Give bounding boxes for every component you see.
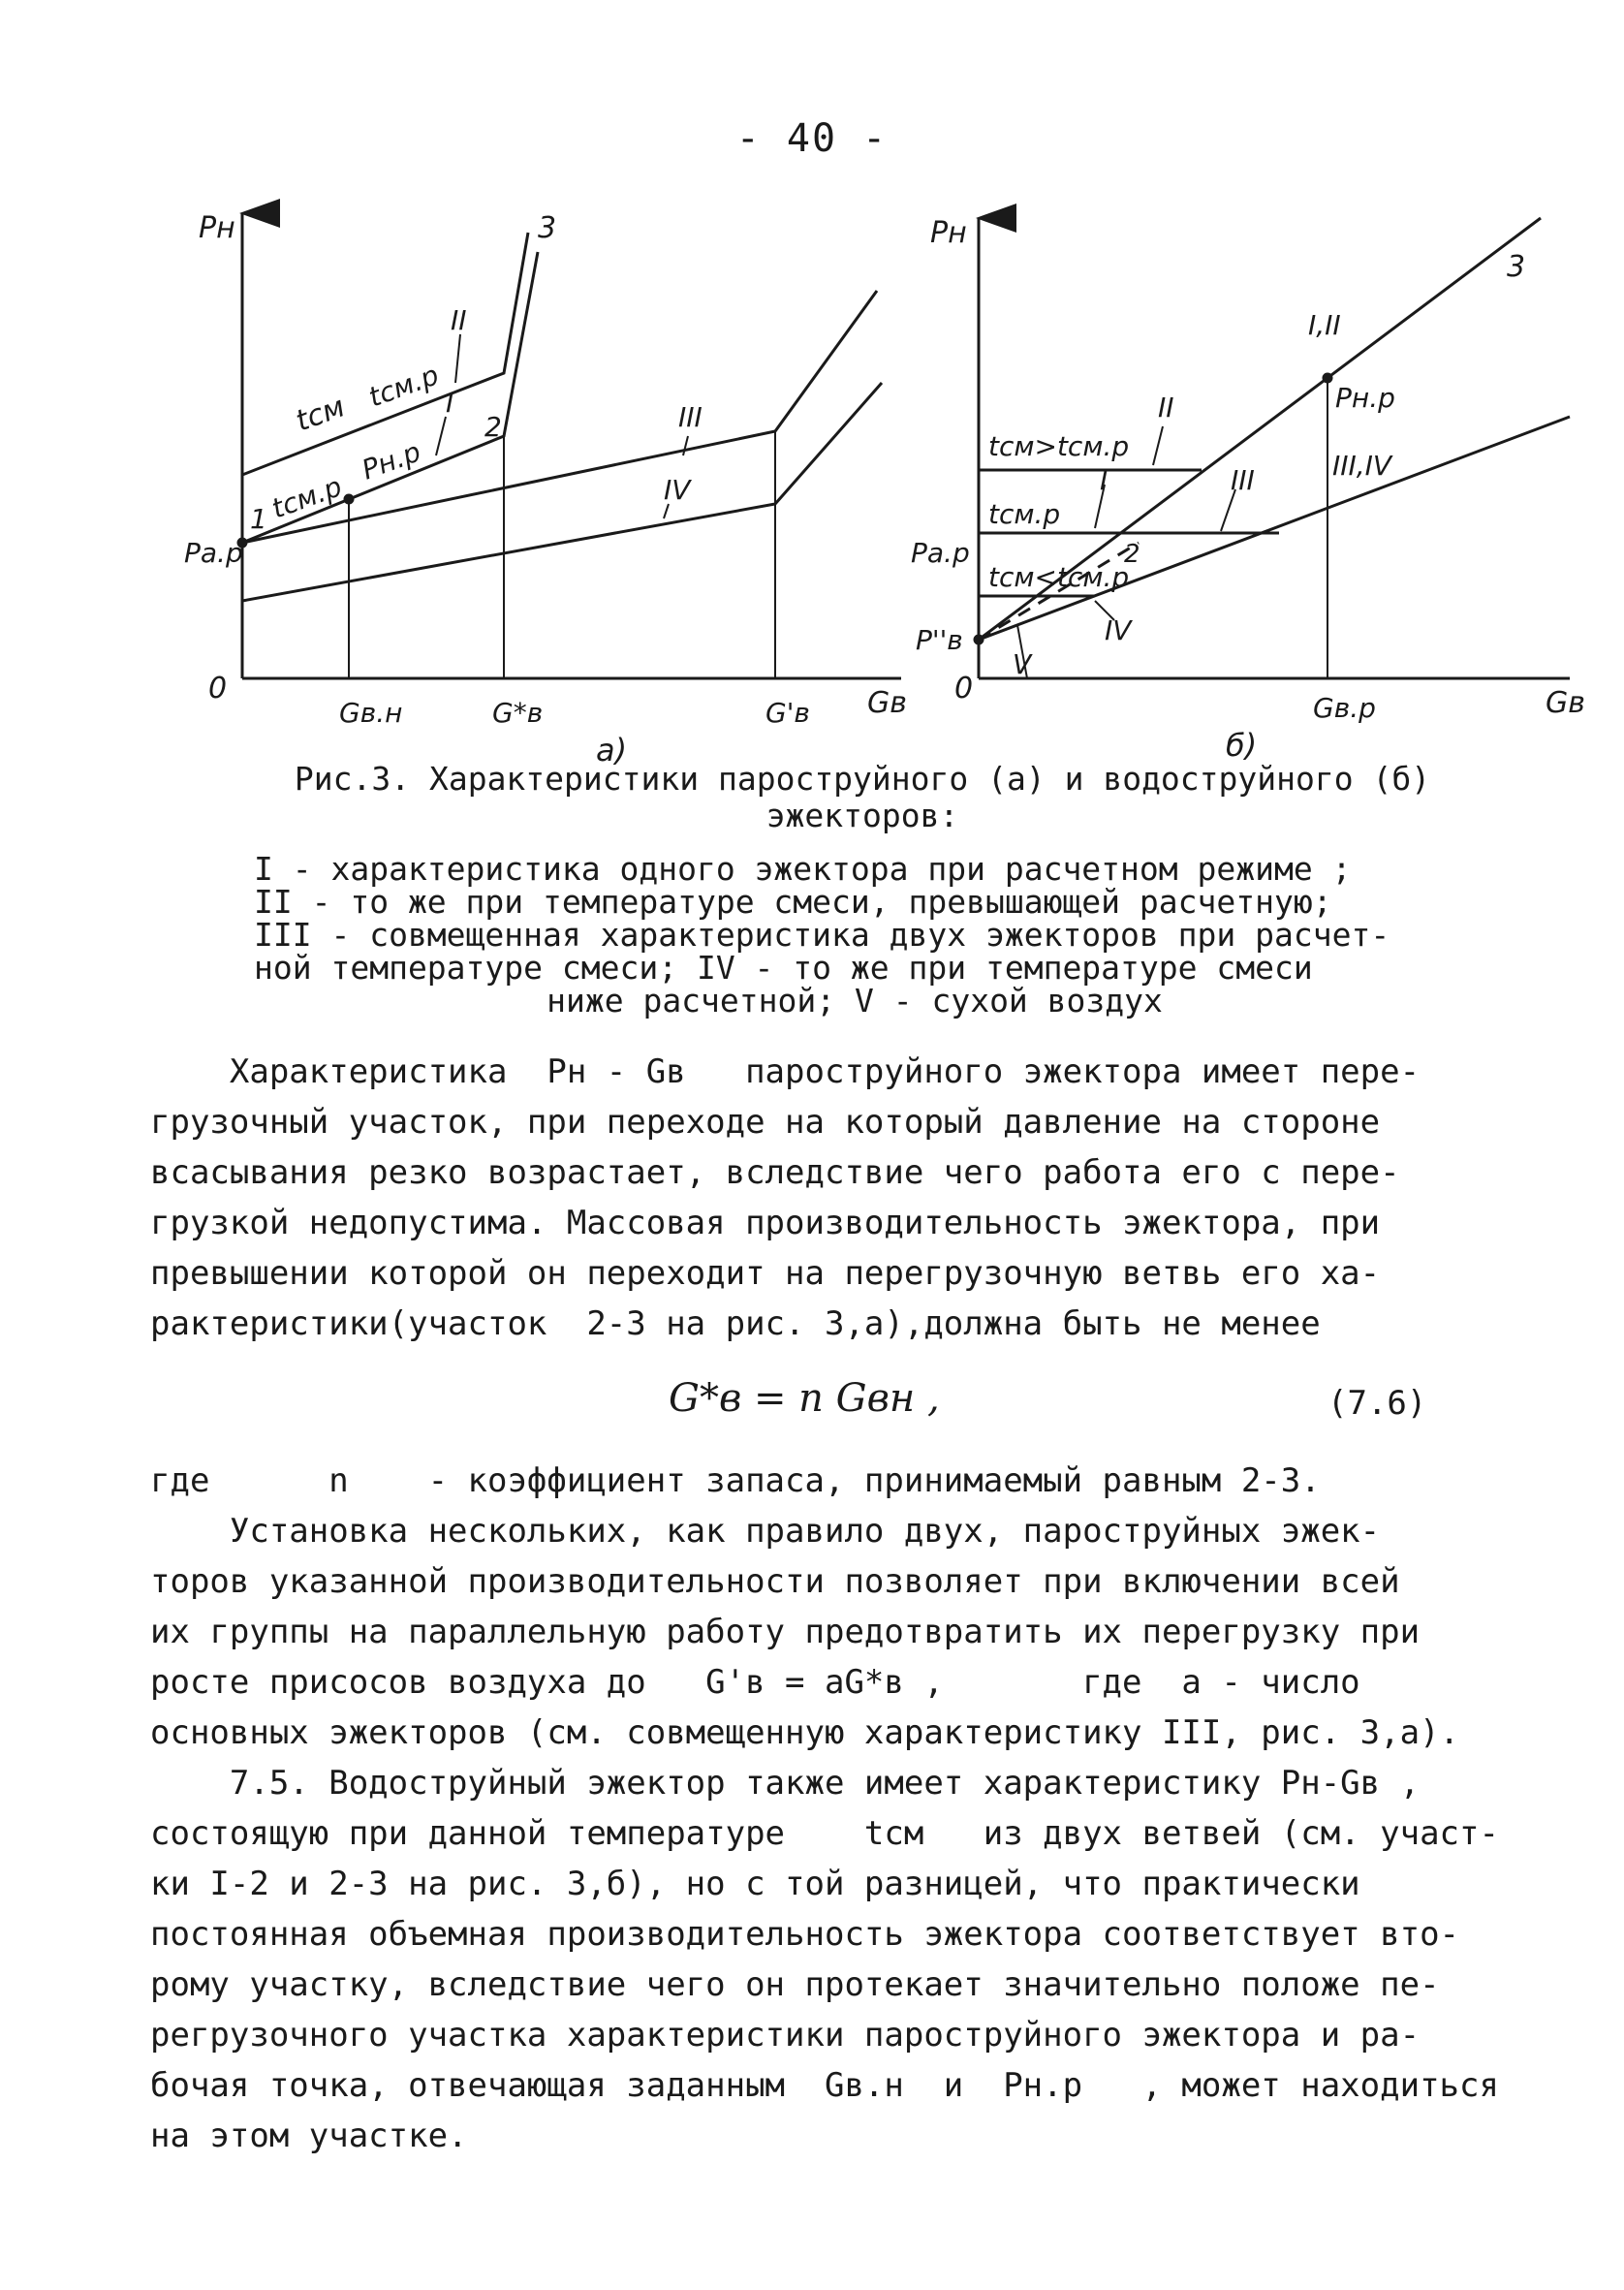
- paragraph-2-line: Установка нескольких, как правило двух, пароструйных эжек-: [150, 1512, 1381, 1551]
- diagram-a-tick-gprime: G'в: [765, 697, 810, 729]
- diagram-b-labels: [911, 216, 1585, 764]
- paragraph-1: [150, 1047, 1507, 1349]
- diagram-b-leader-ii: [1153, 426, 1163, 465]
- diagram-b-point-pnp: [1324, 374, 1331, 382]
- diagram-a-label-tcm: tсм: [291, 390, 350, 439]
- diagram-b-axis-x-label: Gв: [1546, 686, 1585, 720]
- formula-number: (7.6): [1327, 1384, 1427, 1423]
- diagram-a: [238, 213, 901, 678]
- paragraph-2-line: росте присосов воздуха до G'в = aG*в , где a - число: [150, 1663, 1360, 1702]
- diagram-a-label-iii: III: [678, 401, 703, 433]
- diagram-a-tick-gvn: Gв.н: [339, 697, 403, 729]
- figure-legend: [254, 850, 1455, 1020]
- paragraph-2-line: состоящую при данной температуре tсм из двух ветвей (см. участ-: [150, 1814, 1499, 1853]
- legend-line-1: I - характеристика одного эжектора при расчетном режиме ;: [254, 850, 1352, 888]
- diagram-a-label-pnp: Pн.р: [358, 435, 425, 486]
- diagram-b-label-iv: IV: [1105, 614, 1132, 646]
- diagram-b-label-v: V: [1013, 648, 1032, 680]
- figure-3: [0, 0, 1624, 775]
- diagram-a-tick-gstar: G*в: [492, 697, 544, 729]
- diagram-b-label-i: I: [1100, 464, 1109, 496]
- diagram-a-leader-ii: [455, 334, 460, 383]
- paragraph-2: [150, 1456, 1507, 2161]
- paragraph-2-line: торов указанной производительности позволяет при включении всей: [150, 1562, 1400, 1601]
- diagram-a-label-tcmp-top: tсм.р: [364, 359, 444, 414]
- diagram-a-label-1: 1: [250, 503, 267, 535]
- diagram-a-label-iv: IV: [664, 474, 691, 506]
- diagram-b-label-i-ii: I,II: [1308, 309, 1341, 341]
- diagram-b-pap-label: Pa.p: [911, 537, 970, 569]
- paragraph-2-line: 7.5. Водоструйный эжектор также имеет характеристику Pн-Gв ,: [150, 1764, 1421, 1803]
- paragraph-2-line: основных эжекторов (см. совмещенную характеристику III, рис. 3,а).: [150, 1713, 1460, 1752]
- paragraph-2-line: бочая точка, отвечающая заданным Gв.н и Pн.р , может находиться: [150, 2066, 1499, 2105]
- paragraph-2-line: ки I-2 и 2-3 на рис. 3,б), но с той разницей, что практически: [150, 1865, 1360, 1903]
- diagram-b-label-t-eq: tсм.р: [988, 498, 1061, 530]
- legend-line-5: ниже расчетной; V - сухой воздух: [547, 982, 1163, 1020]
- diagram-a-axis-y-label: Pн: [199, 211, 235, 245]
- diagram-a-origin: 0: [208, 672, 228, 706]
- diagram-a-leader-i: [436, 417, 446, 455]
- diagram-b-origin: 0: [954, 672, 974, 706]
- diagram-b-label-2: 2: [1124, 540, 1140, 569]
- paragraph-1-line: грузочный участок, при переходе на который давление на стороне: [150, 1103, 1381, 1142]
- diagram-b-label-iii-iv: III,IV: [1332, 450, 1392, 482]
- diagram-b-label-pnp: Pн.р: [1335, 382, 1395, 414]
- paragraph-2-line: постоянная объемная производительность эжектора соответствует вто-: [150, 1915, 1460, 1954]
- paragraph-1-line: грузкой недопустима. Массовая производительность эжектора, при: [150, 1204, 1381, 1242]
- caption-line-2: эжекторов:: [765, 797, 959, 834]
- diagram-b-label-t-lt: tсм<tсм.р: [988, 561, 1130, 593]
- figure-3-graphics: [0, 0, 1624, 775]
- diagram-b-pb-label: P''в: [916, 624, 963, 656]
- diagram-a-point-pnp: [345, 495, 353, 503]
- diagram-a-label-3: 3: [538, 211, 557, 245]
- diagram-b-sublabel: б): [1226, 727, 1258, 764]
- paragraph-1-line: превышении которой он переходит на перегрузочную ветвь его ха-: [150, 1254, 1381, 1293]
- paragraph-2-line: на этом участке.: [150, 2117, 468, 2155]
- diagram-a-label-tcmp-low: tсм.р: [267, 470, 347, 525]
- paragraph-2-line: их группы на параллельную работу предотвратить их перегрузку при: [150, 1613, 1421, 1651]
- paragraph-2-line: регрузочного участка характеристики пароструйного эжектора и ра-: [150, 2016, 1421, 2055]
- diagram-b-axis-y-label: Pн: [930, 216, 967, 250]
- page-number: - 40 -: [735, 116, 889, 161]
- paragraph-2-line: рому участку, вследствие чего он протекает значительно положе пе-: [150, 1965, 1440, 2004]
- paragraph-1-line: Характеристика Pн - Gв пароструйного эжектора имеет пере-: [150, 1052, 1421, 1091]
- diagram-a-axis-x-label: Gв: [867, 686, 907, 720]
- paragraph-2-line: где n - коэффициент запаса, принимаемый равным 2-3.: [150, 1461, 1321, 1500]
- diagram-b-label-ii: II: [1158, 392, 1174, 423]
- figure-caption: [242, 761, 1483, 834]
- diagram-b-label-3: 3: [1507, 250, 1526, 284]
- diagram-a-pap-label: Pa.p: [184, 537, 243, 569]
- diagram-b-tick-gvp: Gв.р: [1313, 692, 1376, 724]
- legend-line-2: II - то же при температуре смеси, превышающей расчетную;: [254, 883, 1332, 921]
- formula-7-6: [0, 1376, 1624, 1434]
- diagram-b-point-start: [975, 636, 983, 643]
- diagram-a-labels: [184, 211, 907, 769]
- diagram-b-label-t-gt: tсм>tсм.р: [988, 430, 1130, 462]
- diagram-a-label-2: 2: [484, 411, 502, 443]
- diagram-a-label-ii: II: [451, 304, 467, 336]
- legend-line-3: III - совмещенная характеристика двух эжекторов при расчет-: [254, 916, 1390, 954]
- caption-line-1: Рис.3. Характеристики пароструйного (а) и водоструйного (б): [294, 760, 1431, 798]
- formula-expression: G*в = n Gвн ,: [669, 1376, 940, 1421]
- paragraph-1-line: всасывания резко возрастает, вследствие чего работа его с пере-: [150, 1153, 1400, 1192]
- diagram-a-sublabel: а): [596, 732, 628, 769]
- legend-line-4: ной температуре смеси; IV - то же при температуре смеси: [254, 949, 1313, 987]
- diagram-a-leader-iii: [683, 436, 688, 455]
- diagram-a-label-i: I: [446, 387, 454, 419]
- diagram-b-label-iii: III: [1231, 464, 1255, 496]
- paragraph-1-line: рактеристики(участок 2-3 на рис. 3,а),должна быть не менее: [150, 1304, 1321, 1343]
- diagram-a-leader-iv: [664, 504, 669, 518]
